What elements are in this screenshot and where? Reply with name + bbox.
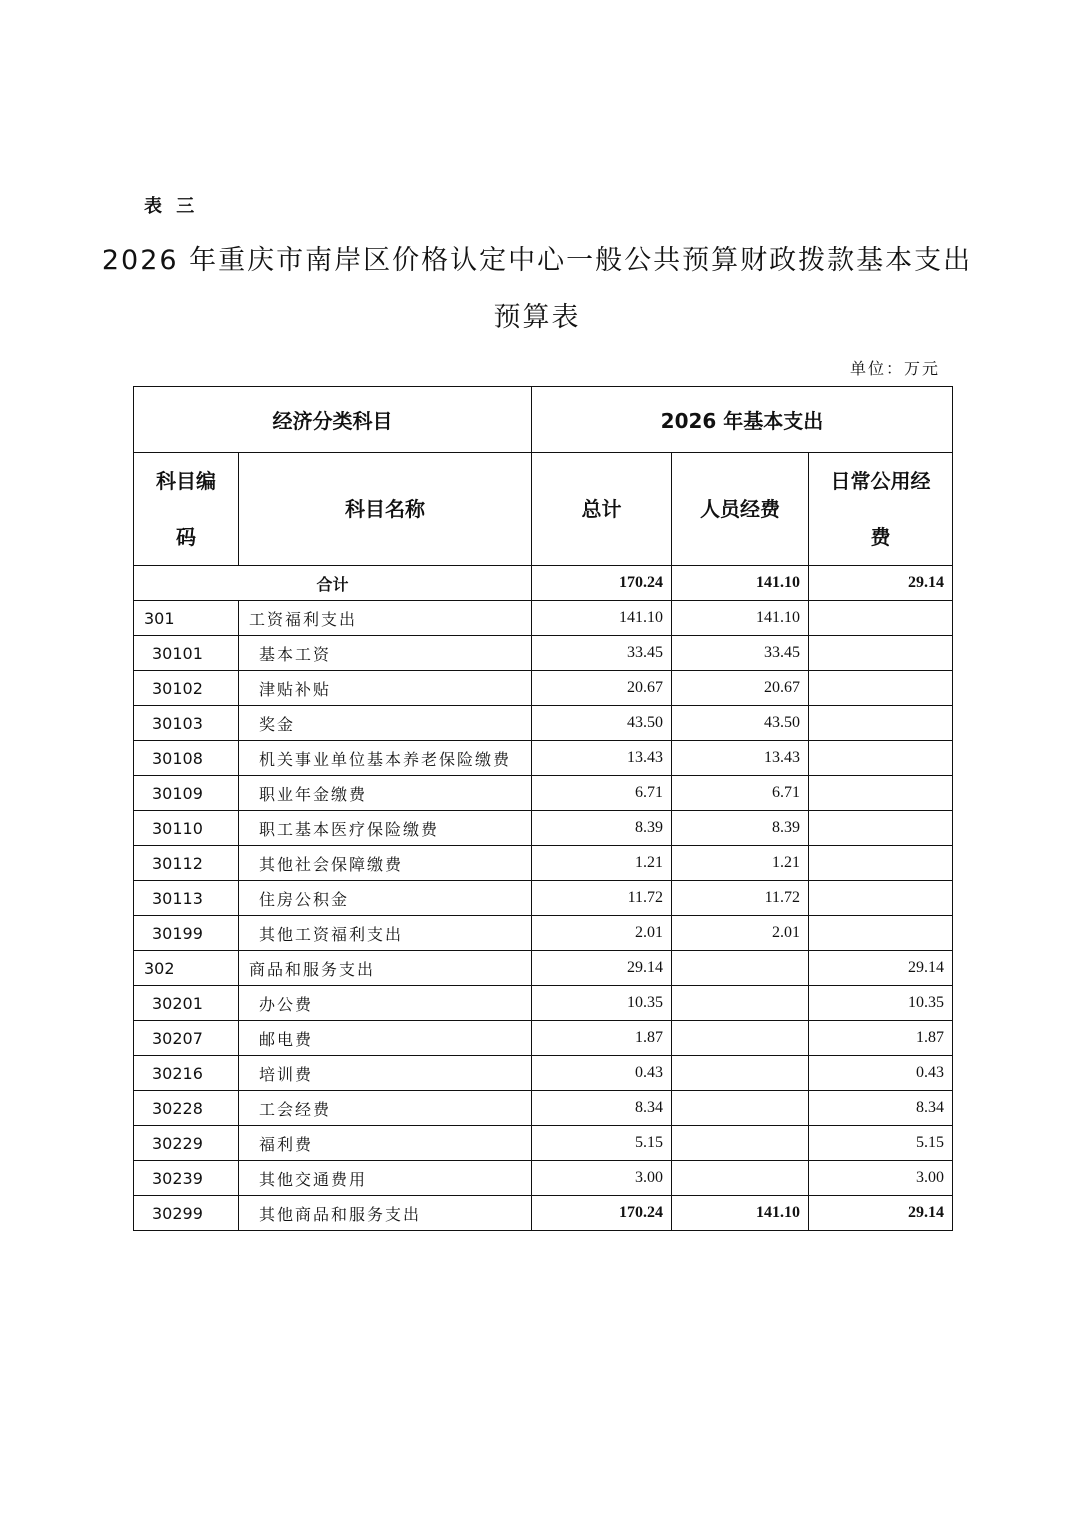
row-public <box>809 846 953 881</box>
row-personnel: 8.39 <box>672 811 809 846</box>
row-total: 0.43 <box>532 1056 672 1091</box>
row-name: 工资福利支出 <box>239 601 532 636</box>
table-row <box>134 1126 953 1161</box>
page-title: 2026 年重庆市南岸区价格认定中心一般公共预算财政拨款基本支出 <box>101 245 973 276</box>
total-total: 170.24 <box>532 566 672 601</box>
table-row <box>134 811 953 846</box>
table-row <box>134 951 953 986</box>
row-code: 30103 <box>134 706 239 741</box>
row-code: 30228 <box>134 1091 239 1126</box>
row-code: 30110 <box>134 811 239 846</box>
row-code: 30207 <box>134 1021 239 1056</box>
row-name: 职工基本医疗保险缴费 <box>239 811 532 846</box>
budget-table <box>133 386 953 1231</box>
table-row <box>134 881 953 916</box>
row-name: 基本工资 <box>239 636 532 671</box>
total-personnel: 141.10 <box>672 566 809 601</box>
row-total: 8.39 <box>532 811 672 846</box>
header-public-text: 日常公用经费 <box>830 469 931 549</box>
row-code: 30101 <box>134 636 239 671</box>
table-row <box>134 636 953 671</box>
table-row <box>134 601 953 636</box>
row-name: 其他商品和服务支出 <box>239 1196 532 1231</box>
row-code: 302 <box>134 951 239 986</box>
row-code: 30109 <box>134 776 239 811</box>
header-year-basic: 2026 年基本支出 <box>532 387 953 453</box>
row-personnel: 20.67 <box>672 671 809 706</box>
row-name: 邮电费 <box>239 1021 532 1056</box>
row-total: 20.67 <box>532 671 672 706</box>
row-personnel <box>672 1126 809 1161</box>
row-public: 8.34 <box>809 1091 953 1126</box>
row-personnel: 1.21 <box>672 846 809 881</box>
header-personnel: 人员经费 <box>672 453 809 566</box>
row-name: 机关事业单位基本养老保险缴费 <box>239 741 532 776</box>
row-personnel <box>672 1091 809 1126</box>
table-row <box>134 1021 953 1056</box>
row-total: 2.01 <box>532 916 672 951</box>
row-name: 职业年金缴费 <box>239 776 532 811</box>
total-row <box>134 566 953 601</box>
row-code: 30102 <box>134 671 239 706</box>
header-econ-category: 经济分类科目 <box>134 387 532 453</box>
table-row <box>134 986 953 1021</box>
row-total: 8.34 <box>532 1091 672 1126</box>
row-public <box>809 776 953 811</box>
row-public: 3.00 <box>809 1161 953 1196</box>
row-total: 43.50 <box>532 706 672 741</box>
row-total: 1.21 <box>532 846 672 881</box>
table-row <box>134 1091 953 1126</box>
row-code: 301 <box>134 601 239 636</box>
table-row <box>134 916 953 951</box>
header-total: 总计 <box>532 453 672 566</box>
row-personnel: 33.45 <box>672 636 809 671</box>
row-total: 3.00 <box>532 1161 672 1196</box>
row-public <box>809 811 953 846</box>
row-public: 10.35 <box>809 986 953 1021</box>
row-name: 商品和服务支出 <box>239 951 532 986</box>
row-public <box>809 741 953 776</box>
row-personnel <box>672 951 809 986</box>
row-total: 141.10 <box>532 601 672 636</box>
row-code: 30201 <box>134 986 239 1021</box>
row-public: 5.15 <box>809 1126 953 1161</box>
header-row-2 <box>134 453 953 566</box>
unit-label: 单位：万元 <box>849 359 940 378</box>
row-public: 1.87 <box>809 1021 953 1056</box>
row-code: 30229 <box>134 1126 239 1161</box>
row-public: 0.43 <box>809 1056 953 1091</box>
row-total: 33.45 <box>532 636 672 671</box>
row-code: 30113 <box>134 881 239 916</box>
row-public <box>809 916 953 951</box>
row-total: 13.43 <box>532 741 672 776</box>
table-row <box>134 671 953 706</box>
row-total: 170.24 <box>532 1196 672 1231</box>
row-name: 其他社会保障缴费 <box>239 846 532 881</box>
row-public <box>809 706 953 741</box>
header-row-1 <box>134 387 953 453</box>
table-row <box>134 776 953 811</box>
table-label: 表 三 <box>144 196 199 217</box>
table-row <box>134 1196 953 1231</box>
row-total: 29.14 <box>532 951 672 986</box>
header-code-text: 科目编码 <box>156 469 216 549</box>
row-personnel <box>672 1021 809 1056</box>
row-personnel: 2.01 <box>672 916 809 951</box>
header-public <box>809 453 953 566</box>
row-name: 办公费 <box>239 986 532 1021</box>
row-personnel <box>672 1056 809 1091</box>
row-code: 30216 <box>134 1056 239 1091</box>
row-name: 住房公积金 <box>239 881 532 916</box>
row-personnel: 11.72 <box>672 881 809 916</box>
row-total: 5.15 <box>532 1126 672 1161</box>
header-code <box>134 453 239 566</box>
row-public <box>809 671 953 706</box>
row-code: 30112 <box>134 846 239 881</box>
row-public: 29.14 <box>809 1196 953 1231</box>
row-name: 其他交通费用 <box>239 1161 532 1196</box>
row-personnel: 6.71 <box>672 776 809 811</box>
row-public: 29.14 <box>809 951 953 986</box>
table-row <box>134 846 953 881</box>
row-personnel: 13.43 <box>672 741 809 776</box>
total-public: 29.14 <box>809 566 953 601</box>
row-public <box>809 881 953 916</box>
table-row <box>134 1161 953 1196</box>
row-name: 培训费 <box>239 1056 532 1091</box>
row-total: 1.87 <box>532 1021 672 1056</box>
total-label: 合计 <box>134 566 532 601</box>
row-code: 30239 <box>134 1161 239 1196</box>
table-row <box>134 741 953 776</box>
row-name: 其他工资福利支出 <box>239 916 532 951</box>
row-name: 津贴补贴 <box>239 671 532 706</box>
row-total: 6.71 <box>532 776 672 811</box>
row-total: 10.35 <box>532 986 672 1021</box>
row-code: 30199 <box>134 916 239 951</box>
row-code: 30299 <box>134 1196 239 1231</box>
header-name: 科目名称 <box>239 453 532 566</box>
table-row <box>134 706 953 741</box>
row-personnel: 141.10 <box>672 1196 809 1231</box>
row-name: 工会经费 <box>239 1091 532 1126</box>
row-personnel <box>672 986 809 1021</box>
row-public <box>809 601 953 636</box>
table-row <box>134 1056 953 1091</box>
row-name: 福利费 <box>239 1126 532 1161</box>
row-code: 30108 <box>134 741 239 776</box>
page-title-line2: 预算表 <box>493 302 581 333</box>
row-total: 11.72 <box>532 881 672 916</box>
row-personnel <box>672 1161 809 1196</box>
row-personnel: 141.10 <box>672 601 809 636</box>
row-public <box>809 636 953 671</box>
row-personnel: 43.50 <box>672 706 809 741</box>
row-name: 奖金 <box>239 706 532 741</box>
